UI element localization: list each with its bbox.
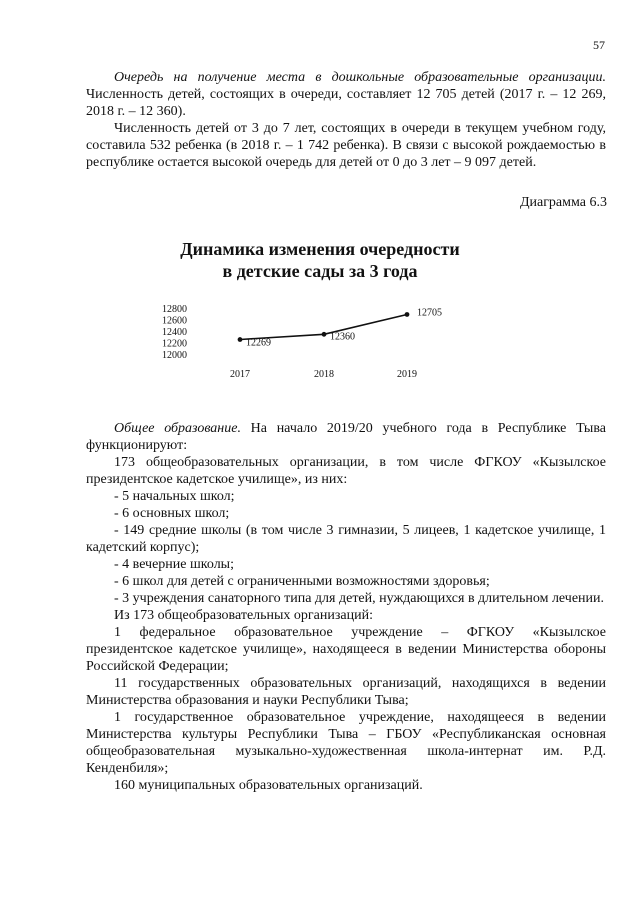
list-item: - 6 основных школ; [114, 506, 230, 521]
data-label: 12360 [330, 331, 355, 343]
y-tick-label: 12000 [162, 350, 187, 361]
x-tick-label: 2019 [397, 369, 417, 380]
y-tick-label: 12800 [162, 304, 187, 315]
queue-text: Численность детей, состоящих в очереди, составляет 12 705 детей (2017 г. – 12 269, 2018 г. – 12 360). [86, 87, 606, 119]
data-label: 12705 [417, 307, 442, 319]
data-labels [246, 307, 442, 348]
y-tick-label: 12600 [162, 315, 187, 327]
list-item: 1 федеральное образовательное учреждение – ФГКОУ «Кызылское президентское кадетское училище», находящееся в ведении Министерства обороны Российской Федерации; [86, 625, 606, 674]
list-item: - 6 школ для детей с ограниченными возможностями здоровья; [114, 574, 490, 589]
list-item: - 5 начальных школ; [114, 489, 235, 504]
page-number: 57 [593, 38, 605, 52]
general-education-intro-text: На начало 2019/20 учебного года в Республике Тыва функционируют: [86, 421, 606, 453]
total-organizations: 173 общеобразовательных организации, в том числе ФГКОУ «Кызылское президентское кадетское училище», из них: [86, 455, 606, 487]
general-education-heading: Общее образование. [114, 421, 241, 436]
from-total: Из 173 общеобразовательных организаций: [114, 608, 373, 623]
data-point [322, 332, 327, 337]
list-item: - 3 учреждения санаторного типа для детей, нуждающихся в длительном лечении. [114, 591, 605, 606]
chart-title-line1: Динамика изменения очередности [180, 239, 460, 259]
y-tick-label: 12400 [162, 327, 187, 338]
x-tick-label: 2018 [314, 369, 334, 380]
y-axis-ticks [162, 304, 187, 361]
subordination-list [86, 624, 606, 794]
queue-heading: Очередь на получение места в дошкольные образовательные организации. [114, 70, 606, 85]
organization-types-list [86, 488, 606, 607]
data-point [405, 312, 410, 317]
y-tick-label: 12200 [162, 338, 187, 350]
data-label: 12269 [246, 337, 271, 349]
list-item: 1 государственное образовательное учреждение, находящееся в ведении Министерства культуры Республики Тыва – ГБОУ «Республиканская основная общеобразовательная музыкально-художественная школа-интернат им. Р.Д. Кенденбиля»; [86, 710, 606, 776]
queue-line-chart [150, 295, 450, 385]
list-item: 11 государственных образовательных организаций, находящихся в ведении Министерства образования и науки Республики Тыва; [86, 676, 606, 708]
queue-section [86, 69, 606, 171]
list-item: 160 муниципальных образовательных организаций. [114, 778, 423, 793]
x-tick-label: 2017 [230, 369, 250, 380]
queue-paragraph [86, 69, 606, 120]
age-3-7-paragraph: Численность детей от 3 до 7 лет, состоящих в очереди в текущем учебном году, составила 532 ребенка (в 2018 г. – 1 742 ребенка). В связи с высокой рождаемостью в республике остается высокой очередь для детей от 0 до 3 лет – 9 097 детей. [86, 121, 606, 170]
x-axis-ticks [230, 369, 417, 380]
list-item: - 149 средние школы (в том числе 3 гимназии, 5 лицеев, 1 кадетское училище, 1 кадетский корпус); [86, 523, 606, 555]
list-item: - 4 вечерние школы; [114, 557, 234, 572]
data-point [238, 337, 243, 342]
chart-title [0, 238, 640, 282]
chart-title-line2: в детские сады за 3 года [222, 261, 418, 281]
general-education-intro [86, 420, 606, 454]
diagram-label: Диаграмма 6.3 [519, 195, 607, 210]
general-education-section [86, 420, 606, 794]
